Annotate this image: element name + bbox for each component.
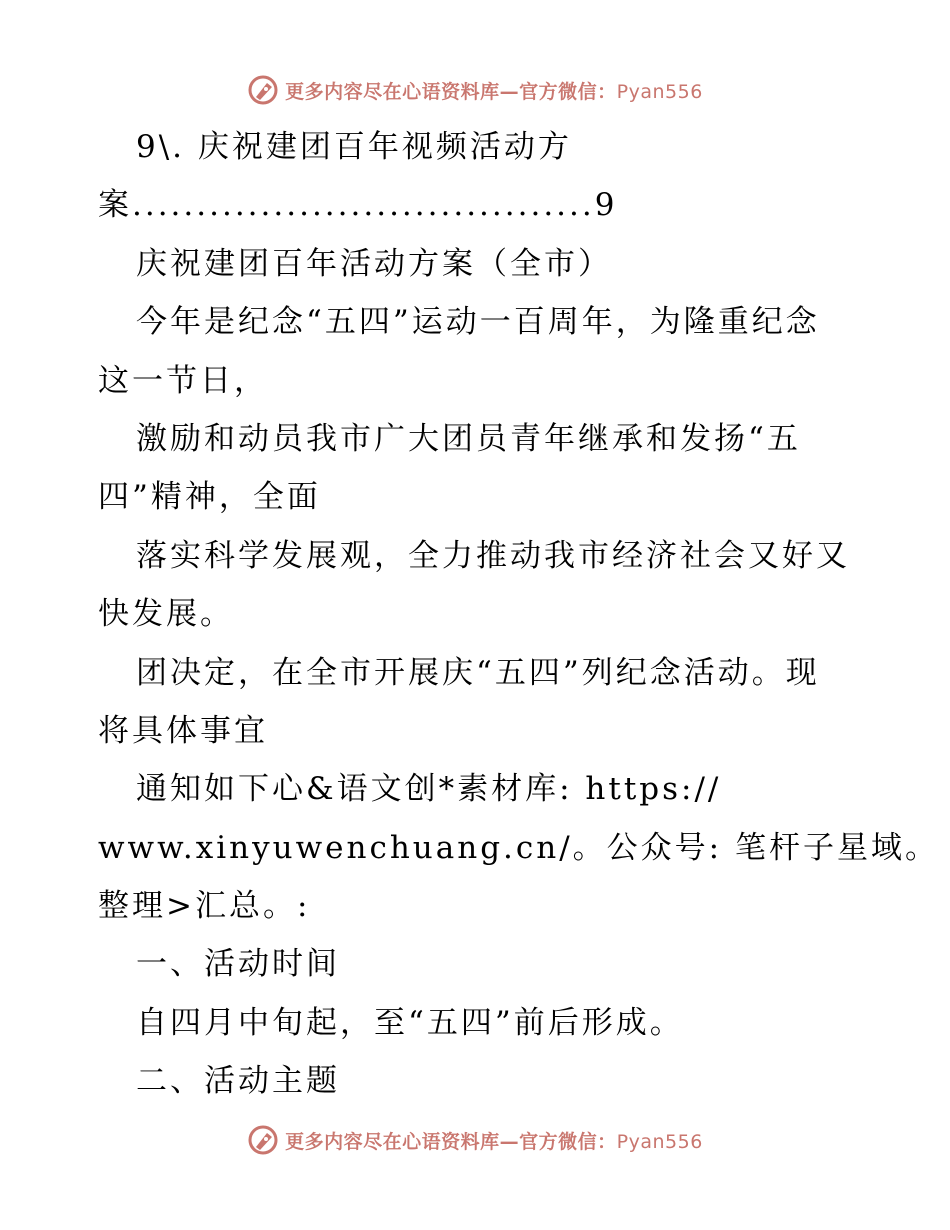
- section-heading: 一、活动时间: [136, 946, 340, 983]
- banner-text: [285, 1127, 703, 1154]
- paragraph-line: www.xinyuwenchuang.cn/。公众号: 笔杆子星域。: [98, 829, 939, 866]
- banner-label: 更多内容尽在心语资料库—官方微信：: [285, 80, 617, 103]
- document-title: 庆祝建团百年活动方案（全市）: [136, 245, 612, 282]
- banner-label: 更多内容尽在心语资料库—官方微信：: [285, 1130, 617, 1153]
- toc-entry-line-2: 案....................................9: [98, 187, 618, 224]
- paragraph-line: 通知如下心&语文创*素材库: https://: [136, 771, 722, 808]
- banner-text: [285, 77, 703, 104]
- paragraph-line: 这一节日，: [98, 362, 268, 399]
- pen-nib-icon: [247, 74, 279, 106]
- toc-entry-line-1: 9\. 庆祝建团百年视频活动方: [136, 129, 572, 165]
- paragraph-line: 团决定，在全市开展庆“五四”列纪念活动。现: [136, 654, 820, 691]
- paragraph-line: 自四月中旬起，至“五四”前后形成。: [136, 1004, 684, 1041]
- paragraph-line: 快发展。: [98, 596, 234, 633]
- paragraph-line: 今年是纪念“五四”运动一百周年，为隆重纪念: [136, 304, 820, 341]
- paragraph-line: 激励和动员我市广大团员青年继承和发扬“五: [136, 420, 801, 457]
- paragraph-line: 整理>汇总。:: [98, 888, 311, 925]
- header-banner: [0, 70, 950, 110]
- footer-banner: [0, 1120, 950, 1160]
- paragraph-line: 将具体事宜: [98, 712, 268, 749]
- pen-nib-icon: [247, 1124, 279, 1156]
- paragraph-line: 落实科学发展观，全力推动我市经济社会又好又: [136, 537, 850, 574]
- document-body: [98, 118, 939, 1111]
- banner-handle: Pyan556: [616, 1130, 703, 1153]
- paragraph-line: 四”精神，全面: [98, 479, 321, 516]
- banner-handle: Pyan556: [616, 80, 703, 103]
- section-heading: 二、活动主题: [136, 1063, 340, 1100]
